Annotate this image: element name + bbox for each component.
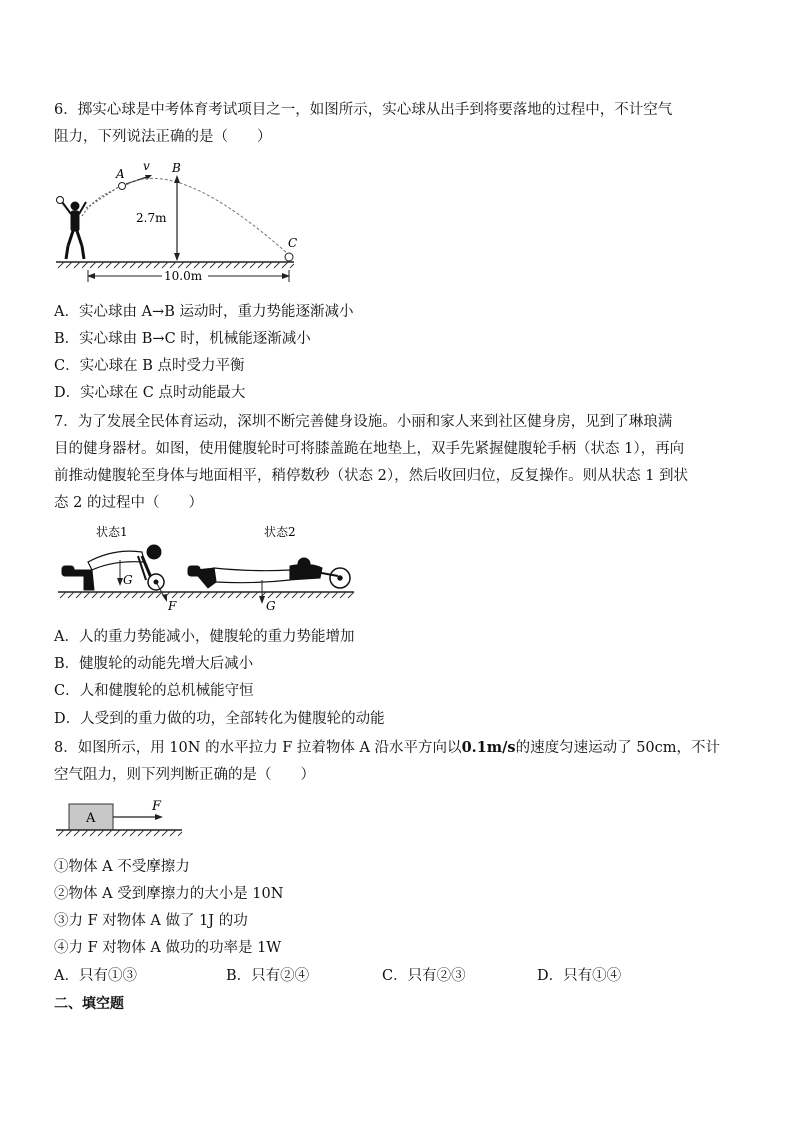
q8-choice-a: A．只有①③ (54, 968, 137, 984)
q8-stem-line2: 空气阻力，则下列判断正确的是（ ） (54, 767, 315, 783)
q6-stem-line1: 6．掷实心球是中考体育考试项目之一，如图所示，实心球从出手到将要落地的过程中，不计空气 (54, 102, 673, 118)
q7-stem-line4: 态 2 的过程中（ ） (54, 495, 203, 511)
athlete-icon (57, 197, 87, 260)
q7-stem-line3: 前推动健腹轮至身体与地面相平，稍停数秒（状态 2），然后收回归位，反复操作。则从状态 1 到状 (54, 468, 689, 484)
label-c: C (288, 236, 298, 250)
q7-option-d: D．人受到的重力做的功，全部转化为健腹轮的动能 (54, 711, 385, 727)
state2-label: 状态2 (264, 525, 296, 539)
q8-choice-b: B．只有②④ (226, 968, 310, 984)
section-heading: 二、填空题 (54, 996, 124, 1012)
height-label: 2.7m (136, 211, 167, 225)
q8-stem-line1 (54, 738, 720, 758)
q8-block-figure (54, 796, 186, 842)
q7-option-c: C．人和健腹轮的总机械能守恒 (54, 683, 254, 699)
q8-statement-2: ②物体 A 受到摩擦力的大小是 10N (54, 886, 284, 902)
q6-shot-put-figure (54, 158, 304, 286)
force-label: F (152, 799, 162, 814)
label-v: v (143, 159, 150, 173)
q8-statement-4: ④力 F 对物体 A 做功的功率是 1W (54, 940, 282, 956)
label-a: A (116, 167, 125, 181)
q7-option-b: B．健腹轮的动能先增大后减小 (54, 656, 254, 672)
q6-option-b: B．实心球由 B→C 时，机械能逐渐减小 (54, 331, 311, 347)
q8-stem-pre: 8．如图所示，用 10N 的水平拉力 F 拉着物体 A 沿水平方向以 (54, 740, 462, 756)
label-g2: G (266, 599, 276, 613)
label-f: F (168, 599, 177, 613)
q7-stem-line1: 7．为了发展全民体育运动，深圳不断完善健身设施。小丽和家人来到社区健身房，见到了琳琅满 (54, 414, 673, 430)
extended-person-icon (188, 558, 350, 588)
q6-option-d: D．实心球在 C 点时动能最大 (54, 385, 246, 401)
state1-label: 状态1 (96, 525, 128, 539)
distance-label: 10.0m (164, 269, 203, 283)
label-b: B (172, 161, 181, 175)
q7-option-a: A．人的重力势能减小，健腹轮的重力势能增加 (54, 629, 355, 645)
block-label: A (86, 811, 96, 826)
q8-speed: 0.1m/s (461, 739, 516, 756)
q8-statement-3: ③力 F 对物体 A 做了 1J 的功 (54, 913, 248, 929)
q8-choices (0, 966, 794, 988)
label-g1: G (123, 573, 133, 587)
q6-stem-line2: 阻力，下列说法正确的是（ ） (54, 129, 272, 145)
q7-stem-line2: 目的健身器材。如图，使用健腹轮时可将膝盖跪在地垫上，双手先紧握健腹轮手柄（状态 1），再向 (54, 441, 685, 457)
q8-choice-c: C．只有②③ (382, 968, 466, 984)
q8-stem-post: 的速度匀速运动了 50cm，不计 (515, 740, 721, 756)
q6-option-a: A．实心球由 A→B 运动时，重力势能逐渐减小 (54, 304, 354, 320)
q8-choice-d: D．只有①④ (537, 968, 622, 984)
kneeling-person-icon (62, 545, 164, 590)
q8-statement-1: ①物体 A 不受摩擦力 (54, 859, 190, 875)
q7-ab-wheel-figure (54, 522, 364, 614)
q6-option-c: C．实心球在 B 点时受力平衡 (54, 358, 245, 374)
